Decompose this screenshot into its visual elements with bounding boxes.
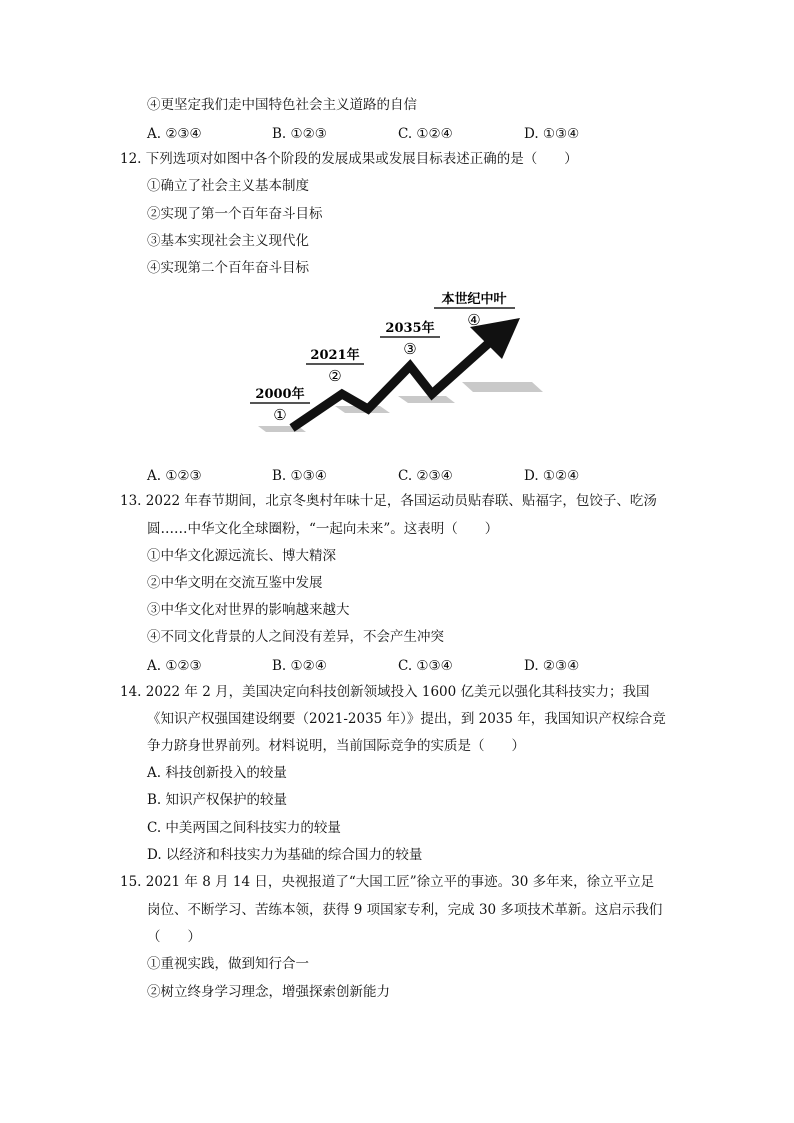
q11-option-c: C. ①②④ <box>398 126 453 142</box>
q14-option-b: B. 知识产权保护的较量 <box>147 792 288 808</box>
q15-stem-line-3: （ ） <box>147 929 201 945</box>
q12-stem: 12. 下列选项对如图中各个阶段的发展成果或发展目标表述正确的是（ ） <box>120 151 578 167</box>
q12-item-2: ②实现了第一个百年奋斗目标 <box>147 206 323 222</box>
step-shadow-4 <box>462 382 543 392</box>
q13-option-a: A. ①②③ <box>147 658 202 674</box>
q13-stem-line-1: 13. 2022 年春节期间，北京冬奥村年味十足，各国运动员贴春联、贴福字，包饺子、吃汤 <box>120 493 657 509</box>
q14-option-a: A. 科技创新投入的较量 <box>147 765 287 781</box>
q14-stem-line-3: 争力跻身世界前列。材料说明，当前国际竞争的实质是（ ） <box>147 738 525 754</box>
q11-option-b: B. ①②③ <box>272 126 327 142</box>
q11-option-d: D. ①③④ <box>524 126 580 142</box>
q13-stem-line-2: 圆……中华文化全球圈粉，“一起向未来”。这表明（ ） <box>147 521 499 537</box>
step-shadow-3 <box>398 396 455 403</box>
q15-item-1: ①重视实践，做到知行合一 <box>147 956 309 972</box>
q13-item-3: ③中华文化对世界的影响越来越大 <box>147 602 350 618</box>
stage-label-2: 2021年 <box>310 348 360 363</box>
q12-option-d: D. ①②④ <box>524 468 580 484</box>
stage-marker-1: ① <box>273 406 287 424</box>
q13-option-c: C. ①③④ <box>398 658 453 674</box>
q13-item-4: ④不同文化背景的人之间没有差异，不会产生冲突 <box>147 629 444 645</box>
q14-stem-line-1: 14. 2022 年 2 月，美国决定向科技创新领域投入 1600 亿美元以强化其科技实力；我国 <box>120 684 650 700</box>
q11-item-4: ④更坚定我们走中国特色社会主义道路的自信 <box>147 97 417 113</box>
q13-item-2: ②中华文明在交流互鉴中发展 <box>147 575 323 591</box>
q12-item-3: ③基本实现社会主义现代化 <box>147 233 309 249</box>
stage-label-4: 本世纪中叶 <box>441 292 507 307</box>
q14-stem-line-2: 《知识产权强国建设纲要（2021-2035 年）》提出，到 2035 年，我国知识产权综合竞 <box>147 711 666 727</box>
q15-stem-line-1: 15. 2021 年 8 月 14 日，央视报道了“大国工匠”徐立平的事迹。30 多年来，徐立平立足 <box>120 874 655 890</box>
q15-stem-line-2: 岗位、不断学习、苦练本领，获得 9 项国家专利，完成 30 多项技术革新。这启示我们 <box>147 902 663 918</box>
stage-marker-3: ③ <box>403 340 417 358</box>
q12-item-4: ④实现第二个百年奋斗目标 <box>147 260 309 276</box>
q12-option-c: C. ②③④ <box>398 468 453 484</box>
stage-label-1: 2000年 <box>255 387 305 402</box>
q15-item-2: ②树立终身学习理念，增强探索创新能力 <box>147 984 390 1000</box>
q12-option-b: B. ①③④ <box>272 468 327 484</box>
q12-item-1: ①确立了社会主义基本制度 <box>147 178 309 194</box>
q13-option-b: B. ①②④ <box>272 658 327 674</box>
q14-option-d: D. 以经济和科技实力为基础的综合国力的较量 <box>147 847 423 863</box>
q13-item-1: ①中华文化源远流长、博大精深 <box>147 548 336 564</box>
q12-development-figure <box>240 282 550 437</box>
stage-label-3: 2035年 <box>385 321 435 336</box>
q12-option-a: A. ①②③ <box>147 468 202 484</box>
q14-option-c: C. 中美两国之间科技实力的较量 <box>147 820 341 836</box>
stage-marker-4: ④ <box>467 311 481 329</box>
q11-option-a: A. ②③④ <box>147 126 202 142</box>
stage-marker-2: ② <box>328 367 342 385</box>
q13-option-d: D. ②③④ <box>524 658 580 674</box>
